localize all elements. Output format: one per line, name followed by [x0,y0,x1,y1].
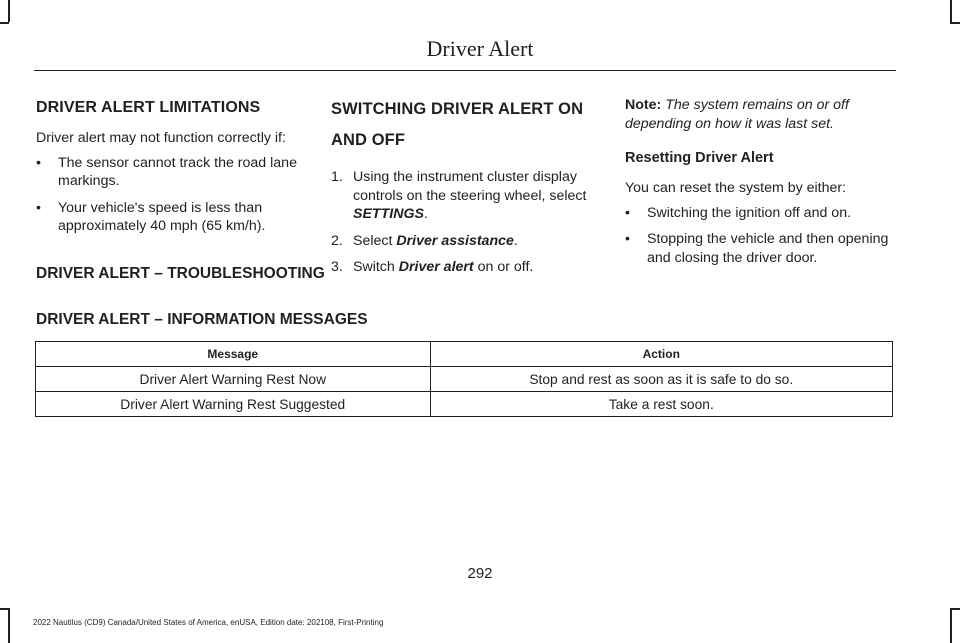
page-header-title: Driver Alert [426,36,534,61]
step-emphasis: SETTINGS [353,206,424,222]
limitations-heading: DRIVER ALERT LIMITATIONS [36,99,261,116]
message-cell: Driver Alert Warning Rest Now [36,367,431,392]
action-cell: Take a rest soon. [430,392,892,417]
crop-mark-top-left [8,0,10,22]
troubleshooting-heading: DRIVER ALERT – TROUBLESHOOTING [36,265,325,282]
limitations-section [36,98,301,236]
header-divider [34,70,896,71]
list-item-text: Switching the ignition off and on. [647,204,852,221]
table-row [36,392,893,417]
resetting-intro: You can reset the system by either: [625,180,847,196]
step-emphasis: Driver assistance [396,232,514,249]
list-item [331,258,596,277]
list-item [625,204,890,223]
list-item [36,154,301,191]
switching-section [331,98,596,277]
step-emphasis: Driver alert [398,259,474,275]
messages-table [35,341,893,417]
list-item [331,168,596,224]
messages-heading: DRIVER ALERT – INFORMATION MESSAGES [36,311,368,328]
crop-mark-top-right [950,22,960,24]
bullet-icon: • [36,154,41,171]
list-item [331,232,596,251]
list-item [36,199,301,236]
resetting-list [625,204,890,268]
bullet-icon: • [625,231,630,247]
limitations-list [36,154,301,236]
switching-heading: SWITCHING DRIVER ALERT ON AND OFF [331,100,584,149]
note-and-reset-section [625,96,890,267]
resetting-heading: Resetting Driver Alert [625,150,774,166]
list-item-text: The sensor cannot track the road lane markings. [58,154,297,189]
crop-mark-bottom-right [950,608,960,610]
switching-steps [331,168,596,277]
action-cell: Stop and rest as soon as it is safe to do so. [430,367,892,392]
step-suffix: . [423,206,428,222]
step-text: Using the instrument cluster display controls on the steering wheel, select [353,169,587,204]
note-label: Note: [625,97,662,113]
list-item [625,230,890,267]
step-number: 3. [331,259,343,275]
table-header-row [36,342,893,367]
step-suffix: on or off. [473,259,534,275]
list-item-text: Stopping the vehicle and then opening and closing the driver door. [647,231,889,266]
bullet-icon: • [625,204,630,221]
limitations-intro: Driver alert may not function correctly if: [36,130,286,146]
step-text: Select [353,232,397,249]
crop-mark-top-left [0,22,9,24]
footer-edition-info: 2022 Nautilus (CD9) Canada/United States of America, enUSA, Edition date: 202108, First-Printing [33,618,384,627]
step-number: 2. [331,232,343,249]
crop-mark-bottom-left [8,608,10,643]
crop-mark-bottom-left [0,608,9,610]
bullet-icon: • [36,199,41,216]
step-text: Switch [353,259,399,275]
list-item-text: Your vehicle's speed is less than approximately 40 mph (65 km/h). [58,199,266,234]
step-number: 1. [331,169,343,185]
table-row [36,367,893,392]
column-header-message: Message [36,342,431,367]
crop-mark-bottom-right [950,608,952,643]
message-cell: Driver Alert Warning Rest Suggested [36,392,431,417]
column-header-action: Action [430,342,892,367]
step-suffix: . [513,232,518,249]
crop-mark-top-right [950,0,952,22]
page-number: 292 [467,565,493,582]
note [625,96,890,133]
note-text: The system remains on or off depending on how it was last set. [625,97,849,132]
